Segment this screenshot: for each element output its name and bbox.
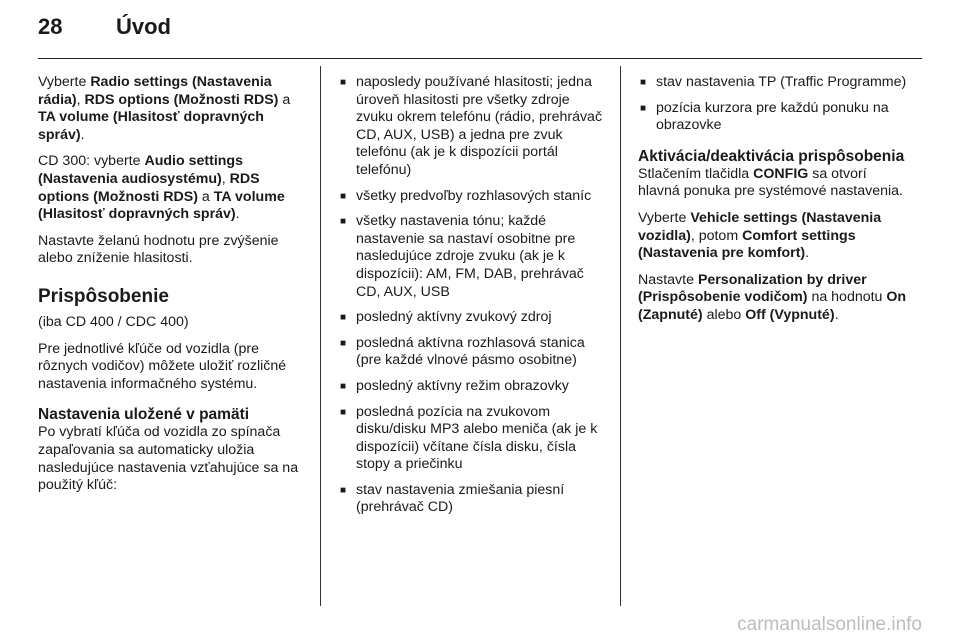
bullet-icon: ■ [340, 216, 347, 228]
text: , [221, 170, 230, 187]
subsection-title: Aktivácia/deaktivácia prispôsobenia [638, 147, 905, 165]
list-item-text: pozícia kurzora pre každú ponuku na obrazovke [656, 99, 889, 134]
paragraph-volume: Nastavte želanú hodnotu pre zvýšenie alebo zníženie hlasitosti. [38, 232, 279, 267]
column-right [638, 74, 910, 334]
text: Stlačením tlačidla [638, 165, 754, 182]
list-item [338, 378, 606, 396]
paragraph-config [638, 166, 910, 201]
text: . [235, 206, 240, 223]
text: . [805, 245, 810, 262]
bullet-icon: ■ [340, 190, 347, 202]
list-item [638, 100, 910, 135]
list-item-text: posledná pozícia na zvukovom disku/disku MP3 alebo meniča (ak je k dispozícii) včítane čísla disku, čísla stopy a priečinku [356, 403, 598, 473]
list-item [338, 309, 606, 327]
paragraph-radio-settings [38, 74, 306, 144]
menu-term: Radio settings (Nastavenia rádia) [38, 74, 272, 108]
page-number: 28 [38, 14, 63, 39]
text: a [278, 91, 291, 108]
list-item-text: všetky nastavenia tónu; každé nastavenie sa nastaví osobitne pre nasledujúce zdroje zvuku (ak je k dispozícii): AM, FM, DAB, prehrávač CD, AUX, USB [356, 213, 584, 300]
text: Vyberte [638, 209, 691, 226]
list-item [338, 404, 606, 474]
text: , [76, 91, 85, 108]
list-item-text: stav nastavenia zmiešania piesní (prehrávač CD) [356, 481, 565, 516]
paragraph-vehicle-settings [638, 210, 910, 263]
bullet-icon: ■ [340, 337, 347, 349]
menu-term: Vehicle settings (Nastavenia vozidla) [638, 209, 882, 244]
menu-term: TA volume (Hlasitosť dopravných správ) [38, 109, 264, 143]
paragraph-stored-settings: Po vybratí kľúča od vozidla zo spínača zapaľovania sa automaticky uložia nasledujúce nastavenia vzťahujúce sa na použitý kľúč: [38, 424, 299, 494]
menu-term: TA volume (Hlasitosť dopravných správ) [38, 188, 285, 223]
column-divider [320, 66, 321, 606]
chapter-title: Úvod [116, 14, 171, 39]
text: sa otvorí hlavná ponuka pre systémové nastavenia. [638, 165, 903, 200]
paragraph-personalization [638, 272, 910, 325]
list-item-text: posledný aktívny režim obrazovky [356, 377, 569, 394]
menu-term: RDS options (Možnosti RDS) [84, 91, 279, 108]
bullet-icon: ■ [340, 484, 347, 496]
column-left [38, 74, 306, 504]
column-middle [338, 74, 606, 525]
page-header [38, 14, 171, 48]
section-title: Prispôsobenie [38, 285, 169, 307]
bullet-icon: ■ [340, 312, 347, 324]
list-item-text: posledný aktívny zvukový zdroj [356, 309, 552, 326]
menu-term: On (Zapnuté) [638, 289, 907, 323]
text: alebo [702, 306, 746, 323]
list-item [638, 74, 910, 92]
paragraph-models: (iba CD 400 / CDC 400) [38, 313, 189, 330]
list-item [338, 188, 606, 206]
menu-term: Audio settings (Nastavenia audiosystému) [38, 153, 243, 187]
menu-term: Personalization by driver (Prispôsobenie vodičom) [638, 271, 867, 306]
subsection-title: Nastavenia uložené v pamäti [38, 406, 250, 424]
list-item [338, 74, 606, 180]
menu-term: RDS options (Možnosti RDS) [38, 170, 260, 205]
text: Vyberte [38, 74, 91, 90]
stored-settings-list-continued [638, 74, 910, 135]
stored-settings-list [338, 74, 606, 517]
watermark: carmanualsonline.info [737, 614, 922, 635]
text: . [80, 126, 85, 143]
bullet-icon: ■ [340, 77, 347, 88]
button-term: CONFIG [753, 165, 809, 182]
list-item-text: všetky predvoľby rozhlasových staníc [356, 187, 592, 204]
paragraph-keys: Pre jednotlivé kľúče od vozidla (pre rôznych vodičov) môžete uložiť rozličné nastavenia informačného systému. [38, 340, 287, 392]
text: na hodnotu [807, 289, 887, 306]
paragraph-cd300 [38, 153, 306, 223]
text: . [834, 306, 839, 323]
column-divider [620, 66, 621, 606]
text: CD 300: vyberte [38, 153, 145, 170]
menu-term: Comfort settings (Nastavenia pre komfort) [638, 227, 856, 262]
list-item [338, 335, 606, 370]
bullet-icon: ■ [640, 102, 647, 114]
header-rule [38, 58, 922, 59]
list-item-text: stav nastavenia TP (Traffic Programme) [656, 74, 907, 90]
text: a [197, 188, 214, 205]
menu-term: Off (Vypnuté) [745, 306, 835, 323]
bullet-icon: ■ [640, 77, 647, 88]
list-item [338, 213, 606, 301]
list-item-text: naposledy používané hlasitosti; jedna úroveň hlasitosti pre všetky zdroje zvuku okrem telefónu (rádio, prehrávač CD, AUX, USB) a jedna pre zvuk telefónu (ak je k dispozícii portál telefónu) [356, 74, 603, 178]
list-item-text: posledná aktívna rozhlasová stanica (pre každé vlnové pásmo osobitne) [356, 334, 585, 369]
text: , potom [690, 227, 743, 244]
bullet-icon: ■ [340, 406, 347, 418]
text: Nastavte [638, 271, 698, 288]
list-item [338, 482, 606, 517]
bullet-icon: ■ [340, 380, 347, 392]
